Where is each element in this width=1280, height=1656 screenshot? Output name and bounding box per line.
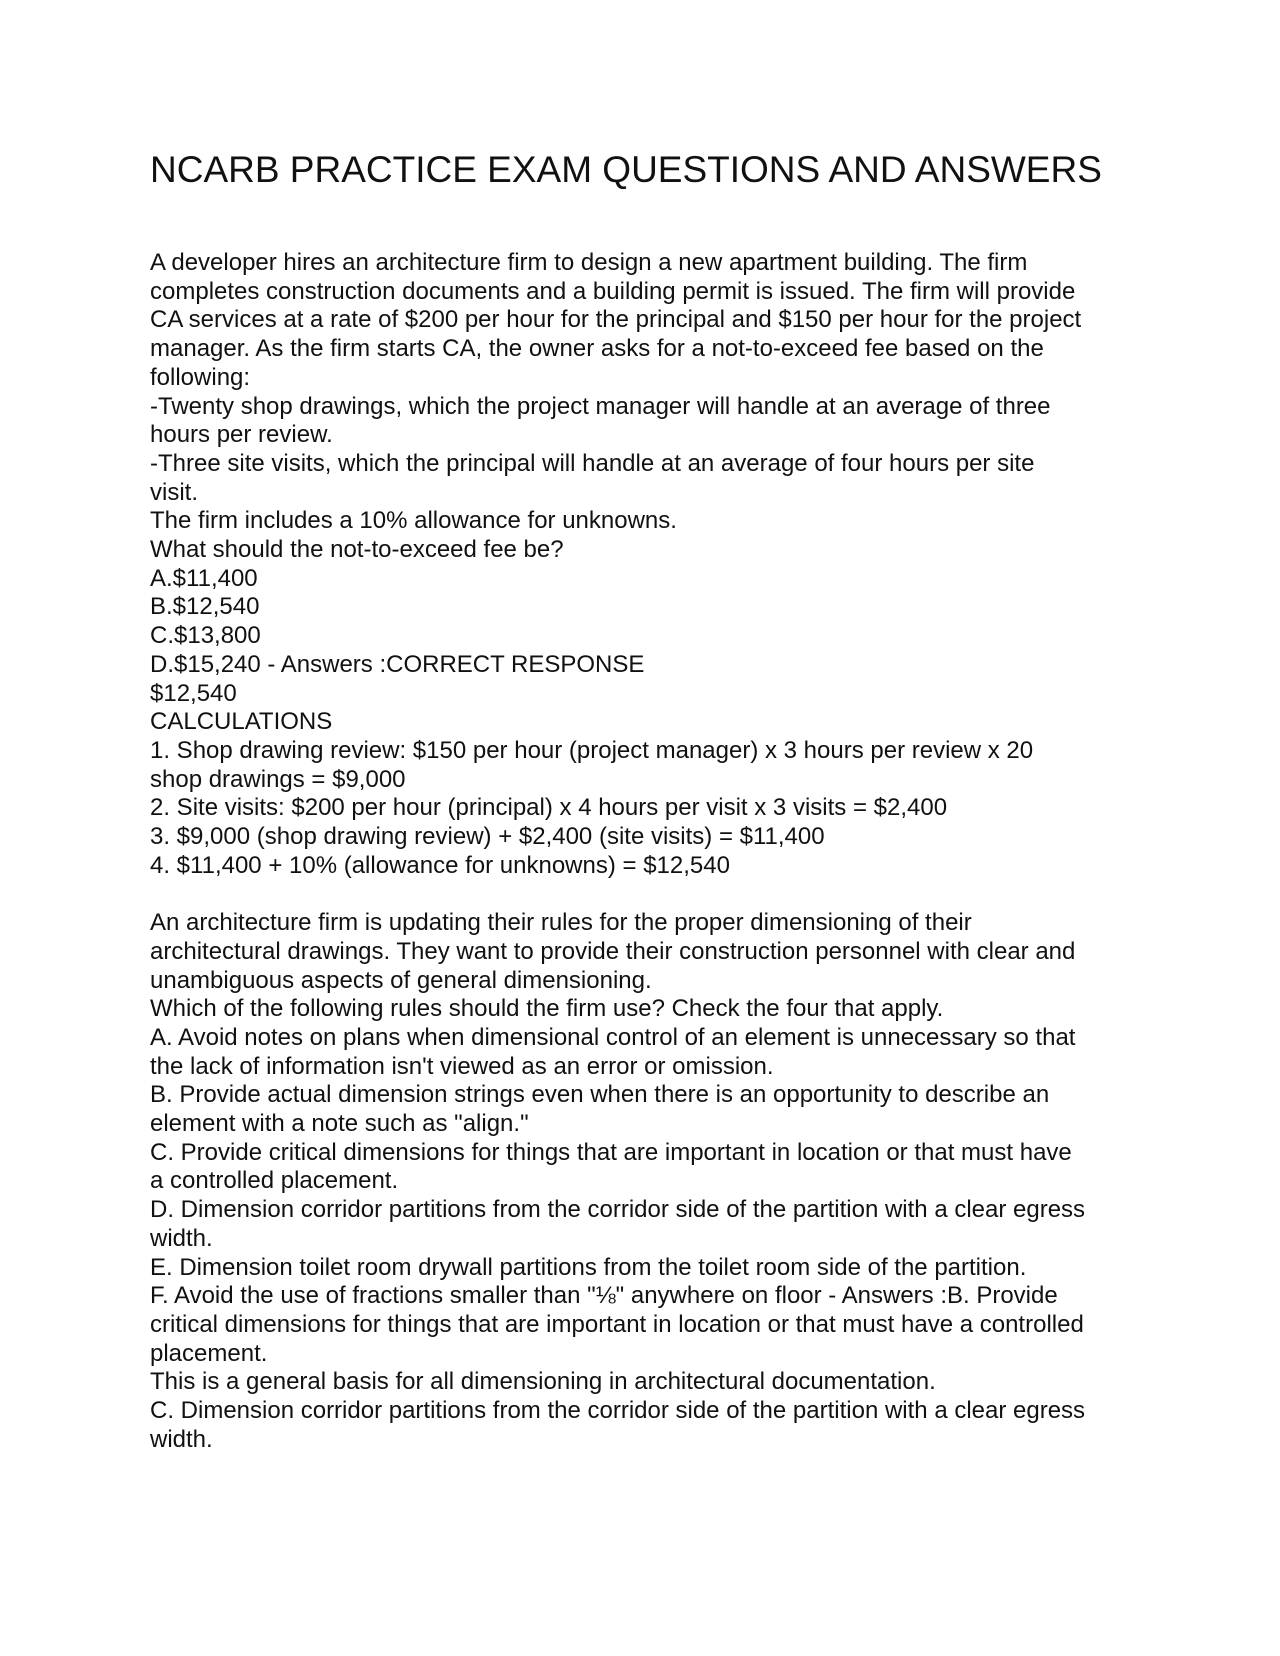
- document-body: [150, 249, 1150, 1455]
- text-line: element with a note such as "align.": [150, 1110, 529, 1138]
- text-line: architectural drawings. They want to provide their construction personnel with clear and: [150, 937, 1076, 965]
- text-line: a controlled placement.: [150, 1167, 399, 1195]
- answer-option-c: C. Provide critical dimensions for things that are important in location or that must have: [150, 1138, 1072, 1166]
- answer-option-a: A.$11,400: [150, 564, 258, 592]
- answer-option-e: E. Dimension toilet room drywall partitions from the toilet room side of the partition.: [150, 1253, 1027, 1281]
- correct-response: $12,540: [150, 679, 237, 707]
- answer-option-d: D. Dimension corridor partitions from the corridor side of the partition with a clear egress: [150, 1196, 1086, 1224]
- text-line: The firm includes a 10% allowance for unknowns.: [150, 507, 677, 535]
- calculation-step: 2. Site visits: $200 per hour (principal) x 4 hours per visit x 3 visits = $2,400: [150, 794, 948, 822]
- answer-option-b: B.$12,540: [150, 593, 260, 621]
- text-line: C. Dimension corridor partitions from the corridor side of the partition with a clear egress: [150, 1397, 1086, 1425]
- text-line: A developer hires an architecture firm to design a new apartment building. The firm: [150, 249, 1028, 276]
- text-line: completes construction documents and a building permit is issued. The firm will provide: [150, 277, 1076, 305]
- text-line: This is a general basis for all dimensioning in architectural documentation.: [150, 1368, 936, 1396]
- text-line: hours per review.: [150, 421, 333, 449]
- text-line: the lack of information isn't viewed as an error or omission.: [150, 1052, 774, 1080]
- calculation-step: shop drawings = $9,000: [150, 765, 406, 793]
- answer-option-d: D.$15,240 - Answers :CORRECT RESPONSE: [150, 650, 645, 678]
- text-line: What should the not-to-exceed fee be?: [150, 536, 564, 564]
- answer-option-f: F. Avoid the use of fractions smaller than "⅛" anywhere on floor - Answers :B. Provide: [150, 1282, 1058, 1310]
- text-line: manager. As the firm starts CA, the owner asks for a not-to-exceed fee based on the: [150, 335, 1044, 363]
- text-line: -Twenty shop drawings, which the project manager will handle at an average of three: [150, 392, 1051, 420]
- calculation-step: 3. $9,000 (shop drawing review) + $2,400 (site visits) = $11,400: [150, 823, 825, 851]
- answer-option-a: A. Avoid notes on plans when dimensional control of an element is unnecessary so that: [150, 1023, 1076, 1051]
- calculation-step: 1. Shop drawing review: $150 per hour (project manager) x 3 hours per review x 20: [150, 736, 1034, 764]
- text-line: Which of the following rules should the firm use? Check the four that apply.: [150, 995, 944, 1023]
- text-line: CA services at a rate of $200 per hour for the principal and $150 per hour for the project: [150, 306, 1082, 334]
- text-line: placement.: [150, 1339, 268, 1367]
- page-title: NCARB PRACTICE EXAM QUESTIONS AND ANSWERS: [150, 149, 1102, 190]
- text-line: unambiguous aspects of general dimensioning.: [150, 966, 652, 994]
- calculation-step: 4. $11,400 + 10% (allowance for unknowns) = $12,540: [150, 851, 730, 879]
- calculations-heading: CALCULATIONS: [150, 708, 333, 736]
- text-line: An architecture firm is updating their rules for the proper dimensioning of their: [150, 909, 972, 937]
- paragraph-spacer: [150, 880, 1150, 909]
- question-block-fee: [150, 249, 1150, 880]
- text-line: visit.: [150, 478, 198, 506]
- text-line: width.: [150, 1224, 213, 1252]
- answer-option-c: C.$13,800: [150, 622, 261, 650]
- text-line: width.: [150, 1425, 213, 1453]
- question-block-dimensioning: [150, 909, 1150, 1454]
- answer-option-b: B. Provide actual dimension strings even when there is an opportunity to describe an: [150, 1081, 1050, 1109]
- text-line: following:: [150, 363, 251, 391]
- text-line: critical dimensions for things that are important in location or that must have a controlled: [150, 1311, 1084, 1338]
- text-line: -Three site visits, which the principal will handle at an average of four hours per site: [150, 449, 1035, 477]
